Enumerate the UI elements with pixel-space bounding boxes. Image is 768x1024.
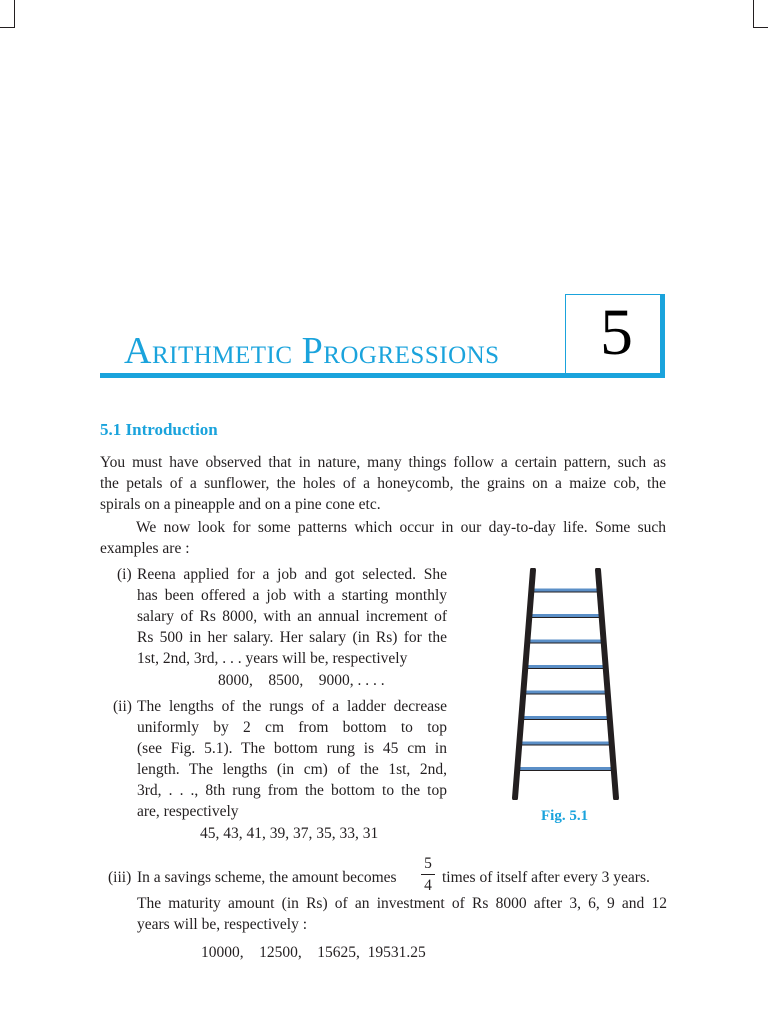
example-ii-text (137, 696, 447, 822)
crop-mark-top-left-vertical (14, 0, 15, 28)
paragraph-line: spirals on a pineapple and on a pine cone etc. (100, 496, 381, 513)
example-i-text (137, 564, 447, 669)
example-line: The maturity amount (in Rs) of an investment of Rs 8000 after 3, 6, 9 and 12 (137, 895, 667, 912)
paragraph-line: examples are : (100, 540, 190, 557)
title-word: ROGRESSIONS (323, 342, 500, 369)
paragraph-line: the petals of a sunflower, the holes of a honeycomb, the grains on a maize cob, the (100, 475, 666, 492)
paragraph-line: You must have observed that in nature, many things follow a certain pattern, such as (100, 454, 666, 471)
paragraph-line: We now look for some patterns which occur in our day-to-day life. Some such (136, 519, 666, 536)
chapter-title (124, 332, 500, 370)
example-line: Reena applied for a job and got selected. She (137, 566, 447, 583)
title-initial: P (301, 330, 324, 372)
example-line: (see Fig. 5.1). The bottom rung is 45 cm in (137, 740, 447, 757)
example-line: 1st, 2nd, 3rd, . . . years will be, respectively (137, 650, 408, 667)
example-sequence: 8000, 8500, 9000, . . . . (218, 672, 385, 689)
example-line: The lengths of the rungs of a ladder decrease (137, 698, 447, 715)
example-label: (ii) (113, 698, 132, 715)
example-sequence: 45, 43, 41, 39, 37, 35, 33, 31 (200, 825, 379, 842)
example-label: (iii) (108, 869, 132, 886)
example-line: are, respectively (137, 803, 239, 820)
example-line: Rs 500 in her salary. Her salary (in Rs) for the (137, 629, 447, 646)
example-line: years will be, respectively : (137, 916, 308, 933)
fraction-numerator: 5 (424, 855, 432, 872)
example-line: uniformly by 2 cm from bottom to top (137, 719, 447, 736)
example-line: 3rd, . . ., 8th rung from the bottom to the top (137, 782, 447, 799)
crop-mark-top-right-horizontal (753, 27, 768, 28)
title-word: RITHMETIC (151, 342, 293, 369)
chapter-number: 5 (600, 296, 633, 369)
example-iii-text (137, 893, 667, 935)
example-label: (i) (117, 566, 132, 583)
example-line: has been offered a job with a starting monthly (137, 587, 447, 604)
crop-mark-top-right-vertical (753, 0, 754, 28)
example-line: length. The lengths (in cm) of the 1st, 2nd, (137, 761, 447, 778)
ladder-right-rail (598, 570, 616, 798)
fraction-bar (421, 874, 435, 875)
fraction-five-fourths (421, 854, 435, 895)
ladder-left-rail (515, 570, 533, 798)
example-line: salary of Rs 8000, with an annual increment of (137, 608, 447, 625)
ladder-icon (508, 568, 628, 800)
example-line: times of itself after every 3 years. (442, 869, 650, 886)
second-paragraph (100, 517, 666, 559)
example-sequence: 10000, 12500, 15625, 19531.25 (201, 944, 426, 961)
title-initial: A (124, 330, 152, 372)
section-heading: 5.1 Introduction (100, 420, 218, 439)
intro-paragraph (100, 452, 666, 515)
crop-mark-top-left-horizontal (0, 27, 14, 28)
fraction-denominator: 4 (424, 877, 432, 894)
figure-caption: Fig. 5.1 (541, 808, 589, 824)
example-line: In a savings scheme, the amount becomes (137, 869, 397, 886)
